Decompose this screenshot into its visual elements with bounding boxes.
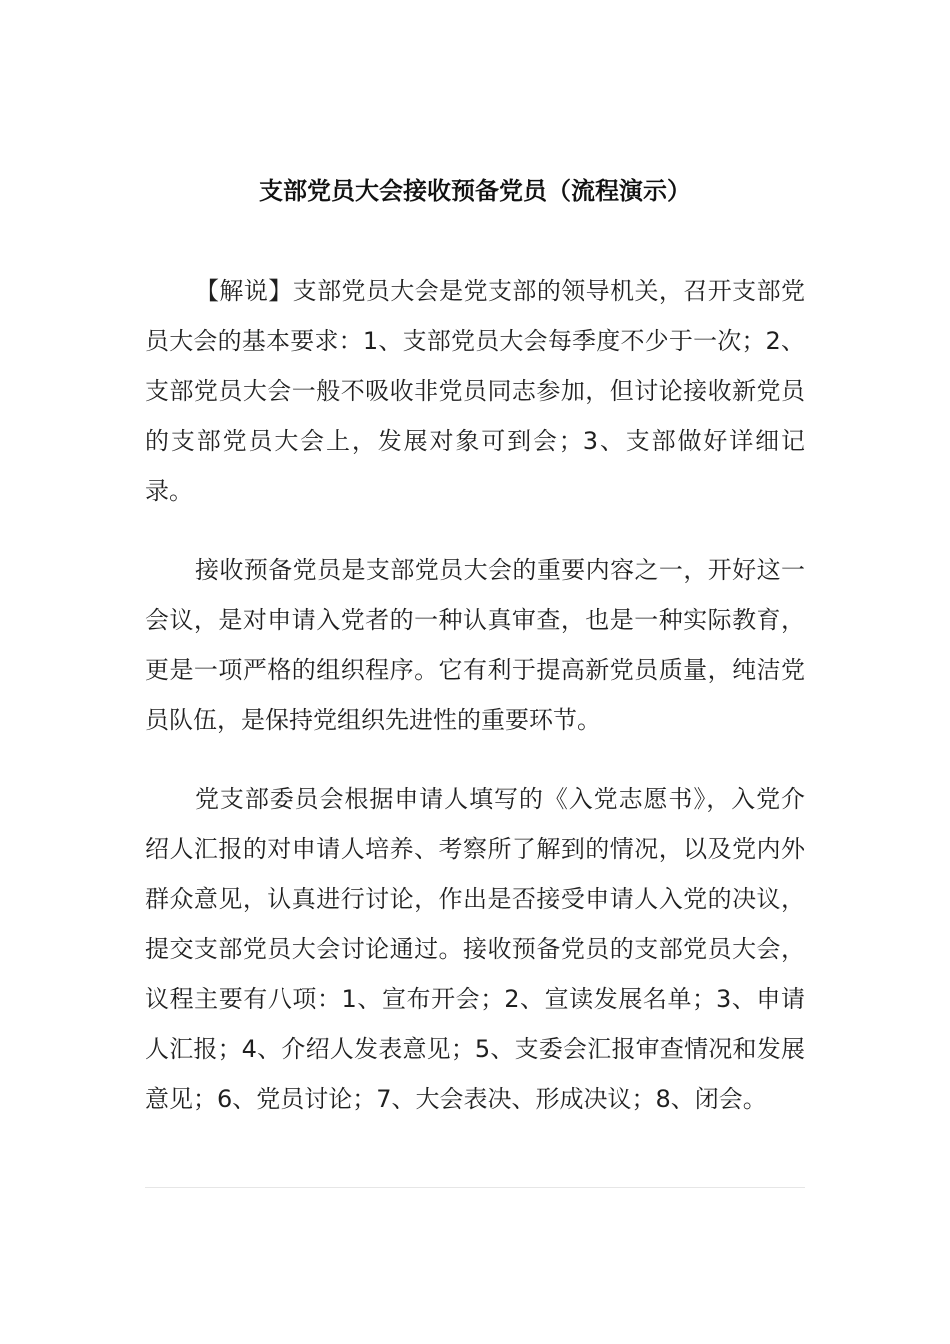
paragraph-agenda: 党支部委员会根据申请人填写的《入党志愿书》，入党介绍人汇报的对申请人培养、考察所了解到的情况，以及党内外群众意见，认真进行讨论，作出是否接受申请人入党的决议，提交支部党员大会讨论通过。接收预备党员的支部党员大会，议程主要有八项：1、宣布开会；2、宣读发展名单；3、申请人汇报；4、介绍人发表意见；5、支委会汇报审查情况和发展意见；6、党员讨论；7、大会表决、形成决议；8、闭会。	[145, 785, 805, 1113]
document-title: 支部党员大会接收预备党员（流程演示）	[259, 177, 691, 205]
paragraph-importance: 接收预备党员是支部党员大会的重要内容之一，开好这一会议，是对申请入党者的一种认真审查，也是一种实际教育，更是一项严格的组织程序。它有利于提高新党员质量，纯洁党员队伍，是保持党组织先进性的重要环节。	[145, 556, 805, 734]
paragraph-explanation: 【解说】支部党员大会是党支部的领导机关，召开支部党员大会的基本要求：1、支部党员大会每季度不少于一次；2、支部党员大会一般不吸收非党员同志参加，但讨论接收新党员的支部党员大会上，发展对象可到会；3、支部做好详细记录。	[145, 277, 805, 505]
document-body	[145, 266, 805, 1153]
footer-divider	[145, 1187, 805, 1188]
